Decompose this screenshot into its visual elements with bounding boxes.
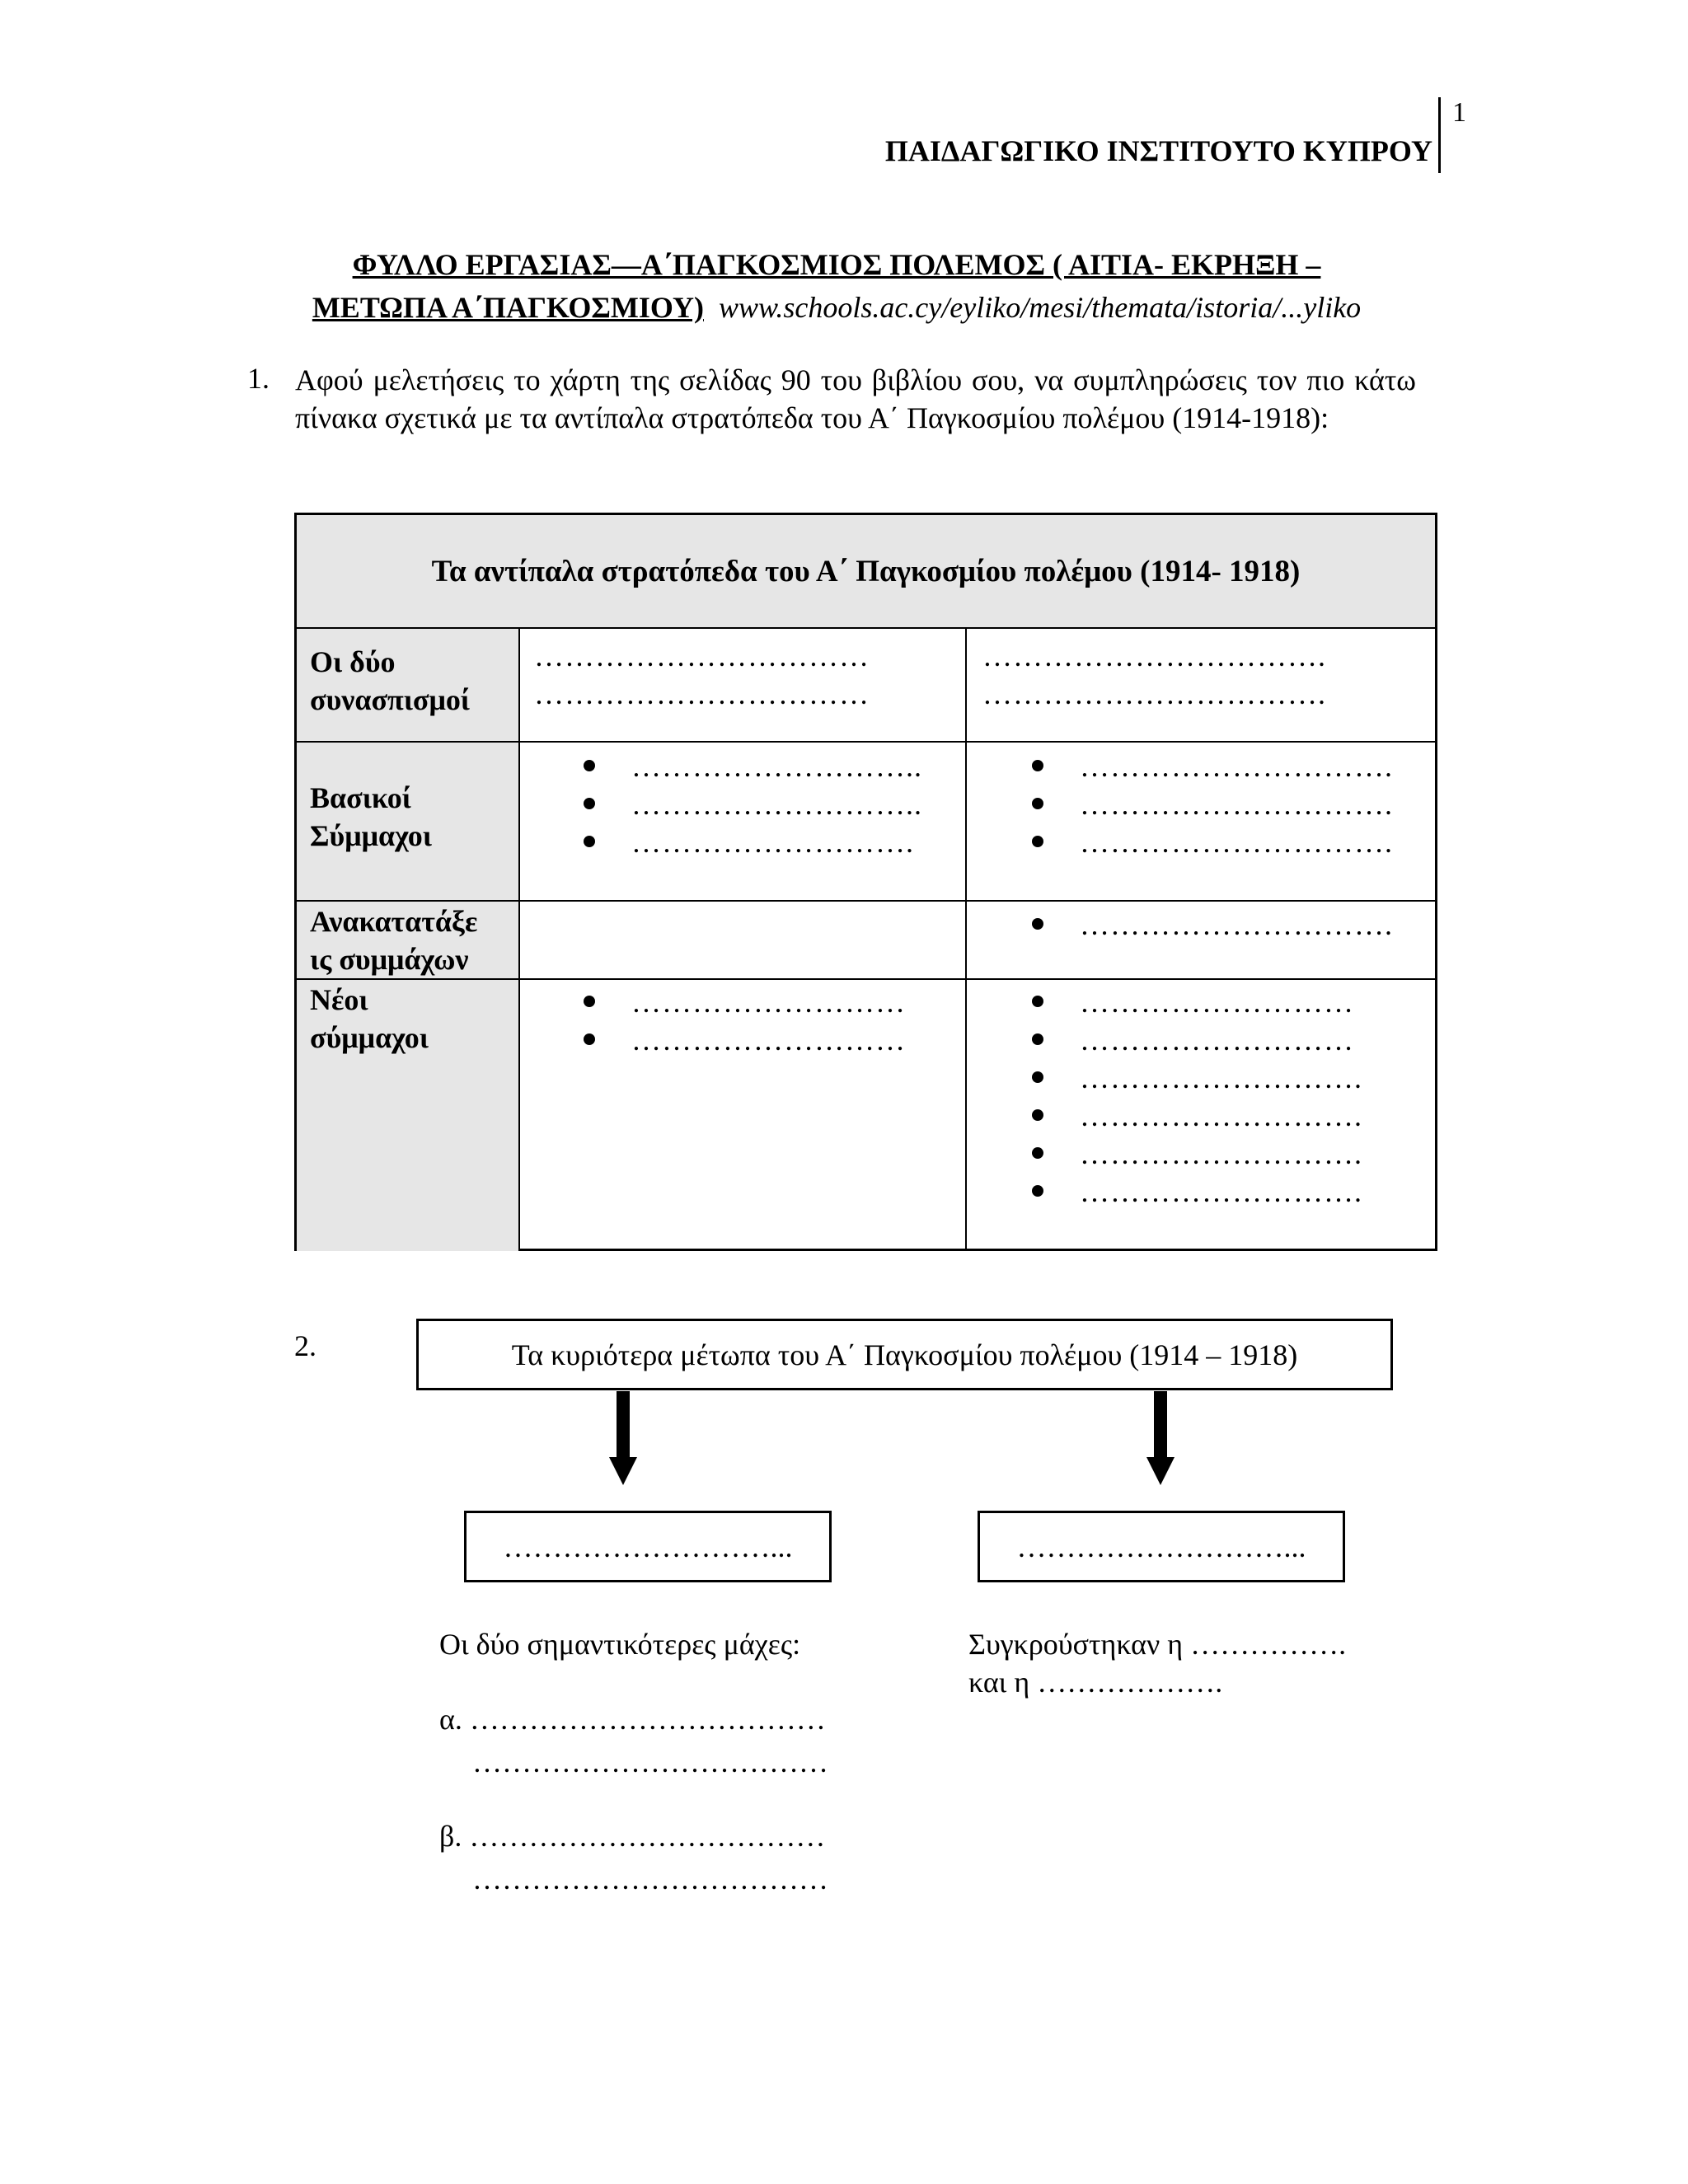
alliances-table [294,513,1437,1251]
bullet-line: ……………………… [1032,1023,1354,1057]
bullet-icon [1032,760,1043,771]
bullet-icon [1032,1185,1043,1197]
blank-line: ……………………………. [982,640,1326,673]
title-line2: ΜΕΤΩΠΑ Α΄ΠΑΓΚΟΣΜΙΟΥ) [312,291,704,324]
bullet-line: …………………………. [1032,787,1393,822]
battle-a-line: α. ……………………………… [439,1703,826,1736]
arrow-shaft [617,1391,630,1457]
bullet-line: ………………………. [1032,1174,1362,1209]
table-column-rule [965,628,967,1251]
clash-line: Συγκρούστηκαν η ……………. [968,1628,1347,1661]
row-head-coalitions [297,628,519,742]
bullet-line: …………………………. [1032,907,1393,942]
right-front-box: ………………………... [978,1511,1345,1582]
row-label: Ανακατατάξε [310,905,478,938]
table-rule [297,627,1435,629]
bullet-icon [1032,1033,1043,1045]
row-label: Σύμμαχοι [310,819,432,852]
clash-line: και η ………………. [968,1666,1223,1699]
bullet-icon [584,836,595,847]
question1-number: 1. [247,362,270,395]
down-arrow-icon [1146,1457,1175,1485]
row-head-new-allies [297,979,519,1251]
bullet-line: ……………………….. [584,749,922,784]
table-column-rule [518,628,520,1251]
row-label: Νέοι [310,983,368,1016]
fronts-title-box: Τα κυριότερα μέτωπα του Α΄ Παγκοσμίου πολέμου (1914 – 1918) [416,1319,1393,1390]
bullet-icon [584,1033,595,1045]
arrow-shaft [1154,1391,1167,1457]
blank-line: …………………………… [534,677,870,710]
bullet-icon [1032,996,1043,1007]
bullet-line: ………………………. [1032,1099,1362,1133]
bullet-line: ……………………… [1032,985,1354,1019]
bullet-line: ………………………. [1032,1137,1362,1171]
page-number: 1 [1452,97,1466,128]
bullet-icon [1032,1109,1043,1121]
battles-label: Οι δύο σημαντικότερες μάχες: [439,1628,801,1661]
table-rule [297,741,1435,743]
bullet-line: ……………………… [584,985,906,1019]
question1-text: Αφού μελετήσεις το χάρτη της σελίδας 90 του βιβλίου σου, να συμπληρώσεις τον πιο κάτω πίνακα σχετικά με τα αντίπαλα στρατόπεδα του Α΄ Παγκοσμίου πολέμου (1914-1918): [295,363,1416,434]
bullet-icon [584,798,595,809]
table-rule [297,978,1435,980]
row-label: σύμμαχοι [310,1021,429,1054]
blank-line: ……………………………. [982,677,1326,710]
header-rule [1438,97,1441,173]
row-label: Οι δύο [310,645,396,678]
row-head-allies [297,742,519,901]
bullet-icon [1032,1071,1043,1083]
row-label: Βασικοί [310,781,411,814]
bullet-line: ……………………… [584,1023,906,1057]
bullet-line: ………………………. [584,825,914,860]
bullet-line: ……………………….. [584,787,922,822]
bullet-line: …………………………. [1032,825,1393,860]
battle-a-line: ……………………………… [472,1746,828,1779]
bullet-line: …………………………. [1032,749,1393,784]
row-label: ις συμμάχων [310,943,469,976]
bullet-line: ………………………. [1032,1061,1362,1095]
bullet-icon [1032,798,1043,809]
title-url: www.schools.ac.cy/eyliko/mesi/themata/istoria/...yliko [718,291,1362,324]
question2-number: 2. [294,1329,316,1362]
row-label: συνασπισμοί [310,683,471,716]
bullet-icon [1032,836,1043,847]
bullet-icon [1032,1147,1043,1159]
battle-b-line: β. ……………………………… [439,1820,826,1853]
institute-name: ΠΑΙΔΑΓΩΓΙΚΟ ΙΝΣΤΙΤΟΥΤΟ ΚΥΠΡΟΥ [884,134,1432,167]
row-head-realignment [297,901,519,979]
bullet-icon [584,996,595,1007]
table-rule [297,900,1435,902]
bullet-icon [584,760,595,771]
bullet-icon [1032,918,1043,930]
blank-line: …………………………… [534,640,870,673]
worksheet-title [251,243,1422,329]
battle-b-line: ……………………………… [472,1863,828,1896]
table-caption: Τα αντίπαλα στρατόπεδα του Α΄ Παγκοσμίου πολέμου (1914- 1918) [297,515,1435,628]
down-arrow-icon [609,1457,637,1485]
title-line1: ΦΥΛΛΟ ΕΡΓΑΣΙΑΣ—Α΄ΠΑΓΚΟΣΜΙΟΣ ΠΟΛΕΜΟΣ ( ΑΙΤΙΑ- ΕΚΡΗΞΗ – [352,248,1321,281]
left-front-box: ………………………... [464,1511,832,1582]
